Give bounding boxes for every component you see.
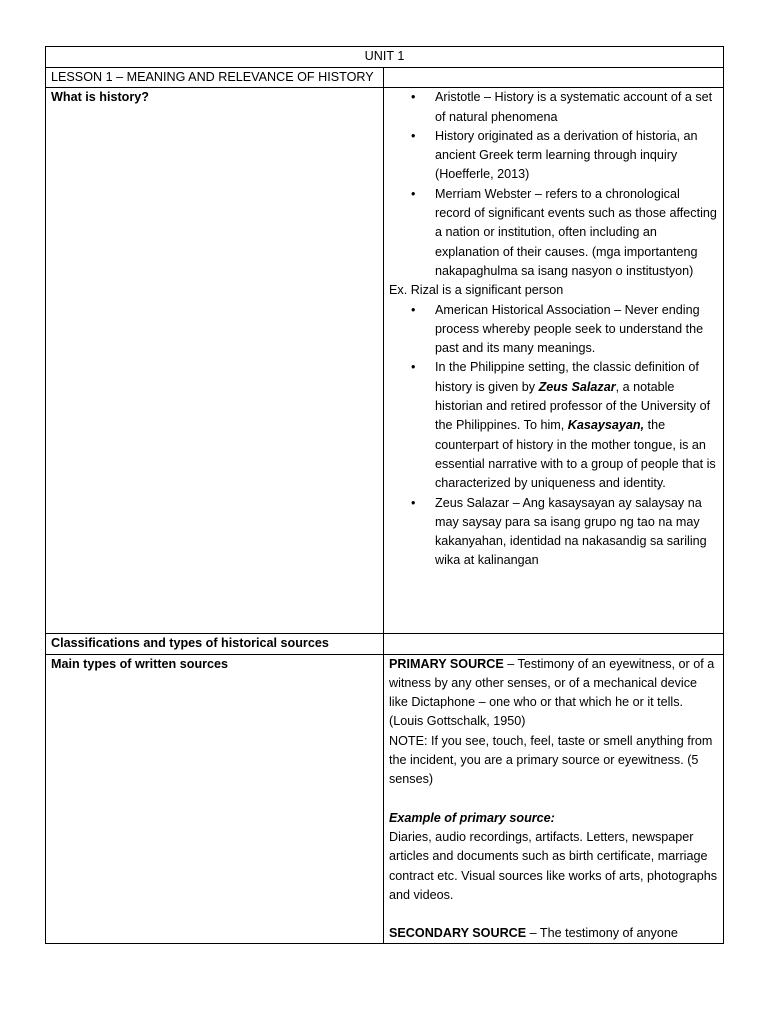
secondary-source-definition xyxy=(389,924,718,943)
secondary-source-text: – The testimony of anyone xyxy=(526,926,678,941)
spacer xyxy=(389,905,718,924)
salazar-text-2: , a notable historian and retired professor of the University of the Philippines. To him, xyxy=(435,379,711,433)
secondary-source-label: SECONDARY SOURCE xyxy=(389,926,527,941)
primary-source-text: – Testimony of an eyewitness, or of a witness by any other senses, or of a mechanical device like Dictaphone – one who or that which he or it tells. (Louis Gottschalk, 1950) xyxy=(389,656,715,729)
salazar-text-3: the counterpart of history in the mother tongue, is an essential narrative with to a group of people that is characterized by uniqueness and identity. xyxy=(435,418,716,491)
classifications-row xyxy=(46,634,724,654)
lesson-table xyxy=(45,46,724,944)
unit-title: UNIT 1 xyxy=(46,47,724,68)
history-bullets-b xyxy=(389,301,718,571)
main-types-row xyxy=(46,654,724,944)
bullet-historia: • History originated as a derivation of historia, an ancient Greek term learning through inquiry (Hoefferle, 2013) xyxy=(435,127,718,185)
primary-source-label: PRIMARY SOURCE xyxy=(389,656,504,671)
unit-row xyxy=(46,47,724,68)
main-types-content xyxy=(384,654,724,944)
lesson-row xyxy=(46,68,724,88)
example-rizal: Ex. Rizal is a significant person xyxy=(389,283,564,298)
bullet-salazar-tagalog: • Zeus Salazar – Ang kasaysayan ay salaysay na may saysay para sa isang grupo ng tao na may kakanyahan, identidad na nakasandig sa sariling wika at kalinangan xyxy=(435,494,718,571)
salazar-name: Zeus Salazar xyxy=(538,379,616,394)
bullet-merriam-webster: • Merriam Webster – refers to a chronological record of significant events such as those affecting a nation or institution, often including an explanation of their causes. (mga importanteng nakapaghulma sa isang nasyon o institustyon) xyxy=(435,185,718,281)
kasaysayan-term: Kasaysayan, xyxy=(567,418,645,433)
example-primary-label xyxy=(389,809,718,828)
what-is-history-row xyxy=(46,88,724,634)
lesson-title: LESSON 1 – MEANING AND RELEVANCE OF HISTORY xyxy=(46,68,384,88)
salazar-text-1: In the Philippine setting, the classic definition of history is given by xyxy=(435,360,699,394)
bullet-aristotle: • Aristotle – History is a systematic account of a set of natural phenomena xyxy=(435,88,718,127)
primary-source-definition xyxy=(389,655,718,732)
bullet-salazar-definition xyxy=(435,358,718,493)
history-bullets-a xyxy=(389,88,718,281)
what-is-history-heading: What is history? xyxy=(46,88,384,634)
main-types-heading: Main types of written sources xyxy=(46,654,384,944)
classifications-heading: Classifications and types of historical sources xyxy=(46,634,384,654)
primary-source-note: NOTE: If you see, touch, feel, taste or smell anything from the incident, you are a primary source or eyewitness. (5 senses) xyxy=(389,733,713,787)
bullet-aha: • American Historical Association – Never ending process whereby people seek to understand the past and its many meanings. xyxy=(435,301,718,359)
example-primary-text: Diaries, audio recordings, artifacts. Letters, newspaper articles and documents such as birth certificate, marriage contract etc. Visual sources like works of arts, photographs and videos. xyxy=(389,829,718,902)
spacer xyxy=(389,790,718,809)
what-is-history-content xyxy=(384,88,724,634)
example-primary-heading: Example of primary source: xyxy=(389,810,555,825)
classifications-empty-cell xyxy=(384,634,724,654)
lesson-empty-cell xyxy=(384,68,724,88)
